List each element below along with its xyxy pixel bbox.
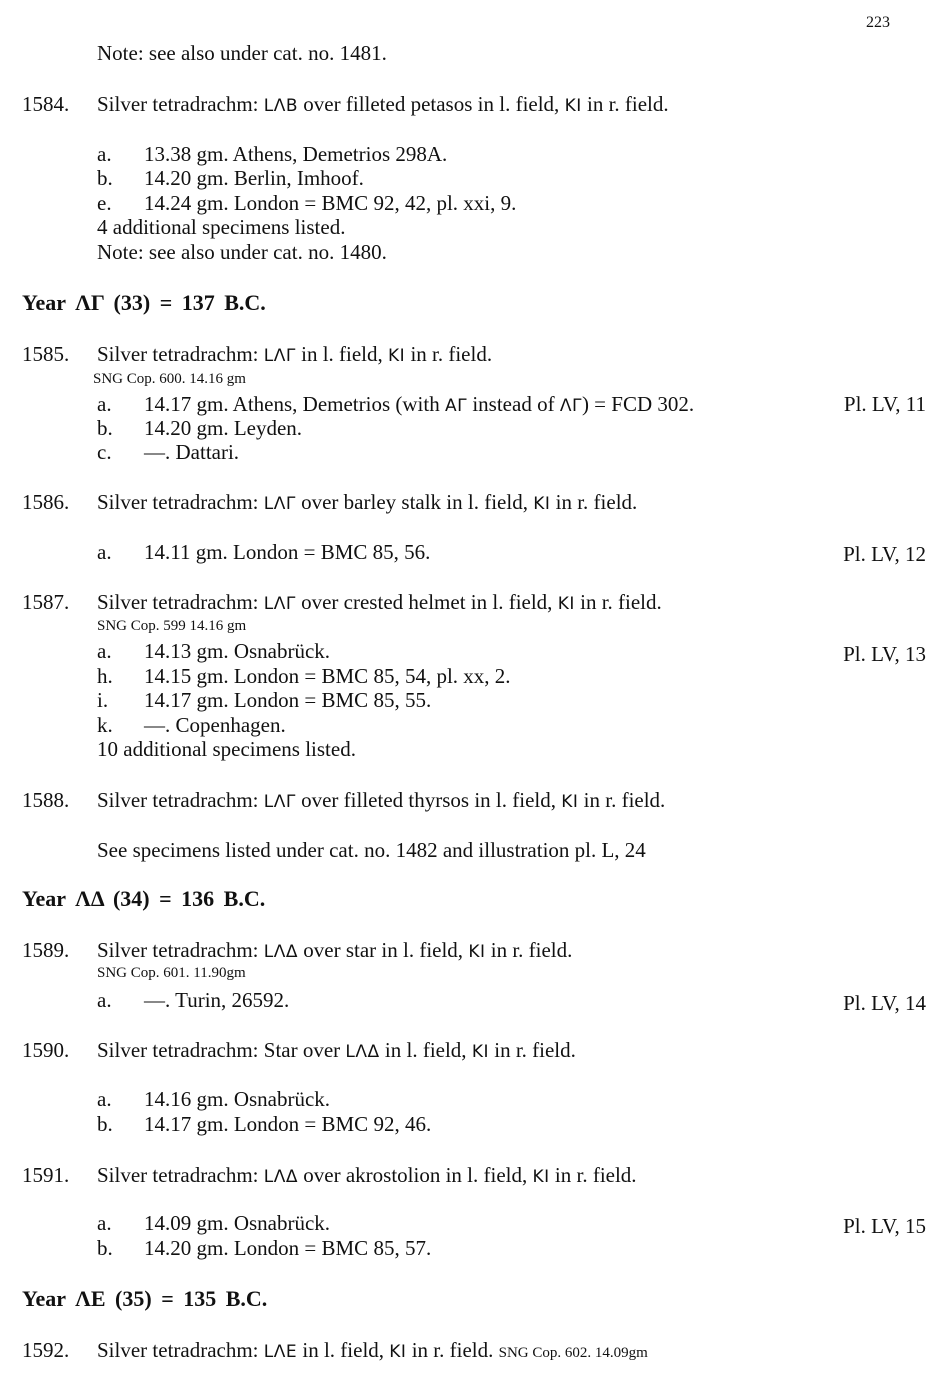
see-also-note: See specimens listed under cat. no. 1482 and illustration pl. L, 24 <box>97 838 646 862</box>
specimen-letter: a. <box>97 1211 112 1235</box>
specimen-text: 14.17 gm. London = BMC 85, 55. <box>144 688 432 712</box>
desc-text: in r. field. <box>490 938 573 962</box>
entry-description-1591 <box>97 1163 637 1189</box>
sng-reference: SNG Cop. 602. 14.09gm <box>498 1345 648 1361</box>
entry-description-1588 <box>97 788 665 814</box>
plate-reference: Pl. LV, 12 <box>843 542 926 566</box>
desc-text: in r. field. <box>410 342 493 366</box>
specimen-text: 14.11 gm. London = BMC 85, 56. <box>144 540 431 564</box>
desc-text: in l. field, <box>301 342 383 366</box>
greek-symbol: KI <box>561 792 579 812</box>
year-heading-34 <box>22 886 265 912</box>
desc-text: Silver tetradrachm: <box>97 92 259 116</box>
specimen-text: 14.15 gm. London = BMC 85, 54, pl. xx, 2. <box>144 664 511 688</box>
greek-symbol: KI <box>468 942 486 962</box>
desc-text: in r. field. <box>411 1338 494 1362</box>
specimen-letter: h. <box>97 664 113 688</box>
specimen-letter: b. <box>97 1112 113 1136</box>
greek-symbol: KI <box>533 494 551 514</box>
specimen-letter: i. <box>97 688 109 712</box>
greek-year: ΛΔ <box>75 886 104 911</box>
specimen-text: 14.24 gm. London = BMC 92, 42, pl. xxi, 9. <box>144 191 517 215</box>
specimen-text: 14.20 gm. Leyden. <box>144 416 303 440</box>
specimen-letter: a. <box>97 142 112 166</box>
entry-description-1584 <box>97 92 669 118</box>
greek-symbol: KI <box>389 1342 407 1362</box>
specimen-text: —. Turin, 26592. <box>144 988 290 1012</box>
entry-number-1590: 1590. <box>22 1038 70 1062</box>
year-label: Year <box>22 1286 66 1311</box>
desc-text: in r. field. <box>554 1163 637 1187</box>
greek-symbol: LΛE <box>263 1342 298 1362</box>
entry-number-1589: 1589. <box>22 938 70 962</box>
year-label: Year <box>22 886 66 911</box>
specimen-letter: a. <box>97 639 112 663</box>
entry-description-1587 <box>97 590 662 616</box>
intro-note: Note: see also under cat. no. 1481. <box>97 41 387 65</box>
specimen-letter: b. <box>97 416 113 440</box>
desc-text: Silver tetradrachm: Star over <box>97 1038 341 1062</box>
specimen-text-part: ) = FCD 302. <box>581 392 695 416</box>
specimen-text: 14.13 gm. Osnabrück. <box>144 639 331 663</box>
desc-text: in r. field. <box>583 788 666 812</box>
sng-reference: SNG Cop. 601. 11.90gm <box>97 965 246 981</box>
greek-symbol: KI <box>388 346 406 366</box>
year-heading-35 <box>22 1286 267 1312</box>
entry-number-1586: 1586. <box>22 490 70 514</box>
greek-symbol: LΛB <box>263 96 299 116</box>
entry-number-1592: 1592. <box>22 1338 70 1362</box>
greek-symbol: LΛΓ <box>263 594 296 614</box>
greek-symbol: KI <box>564 96 582 116</box>
plate-reference: Pl. LV, 11 <box>843 392 926 416</box>
desc-text: Silver tetradrachm: <box>97 1338 259 1362</box>
entry-note: Note: see also under cat. no. 1480. <box>97 240 387 264</box>
plate-reference: Pl. LV, 14 <box>843 991 926 1015</box>
specimen-text: —. Copenhagen. <box>144 713 286 737</box>
desc-text: over crested helmet in l. field, <box>301 590 553 614</box>
specimen-text-part: instead of <box>472 392 555 416</box>
specimen-text: 14.16 gm. Osnabrück. <box>144 1087 331 1111</box>
specimen-letter: c. <box>97 440 112 464</box>
desc-text: over star in l. field, <box>303 938 464 962</box>
year-date: (35) = 135 B.C. <box>115 1286 268 1311</box>
year-date: (34) = 136 B.C. <box>112 886 266 911</box>
specimen-text-part: 14.17 gm. Athens, Demetrios (with <box>144 392 440 416</box>
desc-text: in r. field. <box>580 590 662 614</box>
desc-text: in r. field. <box>494 1038 576 1062</box>
desc-text: Silver tetradrachm: <box>97 788 259 812</box>
entry-description-1592 <box>97 1338 648 1364</box>
sng-reference: SNG Cop. 599 14.16 gm <box>97 618 247 634</box>
specimen-text: 14.20 gm. Berlin, Imhoof. <box>144 166 364 190</box>
desc-text: over filleted thyrsos in l. field, <box>301 788 556 812</box>
specimen-text: 13.38 gm. Athens, Demetrios 298A. <box>144 142 448 166</box>
specimen-text <box>144 392 694 418</box>
greek-symbol: KI <box>471 1042 489 1062</box>
specimen-text: 14.20 gm. London = BMC 85, 57. <box>144 1236 432 1260</box>
specimen-letter: e. <box>97 191 112 215</box>
desc-text: Silver tetradrachm: <box>97 1163 259 1187</box>
entry-number-1584: 1584. <box>22 92 70 116</box>
specimen-letter: a. <box>97 1087 112 1111</box>
desc-text: in r. field. <box>586 92 669 116</box>
greek-symbol: AΓ <box>444 396 468 416</box>
year-heading-33 <box>22 290 266 316</box>
entry-number-1585: 1585. <box>22 342 70 366</box>
year-label: Year <box>22 290 66 315</box>
entry-number-1588: 1588. <box>22 788 70 812</box>
specimen-letter: a. <box>97 540 112 564</box>
greek-year: ΛE <box>75 1286 106 1311</box>
specimen-letter: k. <box>97 713 113 737</box>
specimen-letter: b. <box>97 1236 113 1260</box>
greek-symbol: LΛΓ <box>263 346 296 366</box>
greek-symbol: KI <box>532 1167 550 1187</box>
desc-text: Silver tetradrachm: <box>97 938 259 962</box>
plate-reference: Pl. LV, 13 <box>843 642 926 666</box>
desc-text: Silver tetradrachm: <box>97 490 259 514</box>
entry-description-1586 <box>97 490 637 516</box>
entry-description-1590 <box>97 1038 576 1064</box>
desc-text: in r. field. <box>555 490 638 514</box>
desc-text: in l. field, <box>302 1338 385 1362</box>
entry-description-1585 <box>97 342 492 368</box>
greek-symbol: KI <box>557 594 575 614</box>
specimen-letter: a. <box>97 988 112 1012</box>
greek-symbol: LΛΓ <box>263 792 296 812</box>
desc-text: Silver tetradrachm: <box>97 590 259 614</box>
desc-text: over barley stalk in l. field, <box>301 490 528 514</box>
greek-symbol: LΛΔ <box>263 942 299 962</box>
sng-reference: SNG Cop. 600. 14.16 gm <box>93 371 246 387</box>
desc-text: over filleted petasos in l. field, <box>303 92 560 116</box>
desc-text: in l. field, <box>384 1038 467 1062</box>
year-date: (33) = 137 B.C. <box>113 290 266 315</box>
entry-description-1589 <box>97 938 572 964</box>
additional-specimens: 10 additional specimens listed. <box>97 737 356 761</box>
specimen-letter: b. <box>97 166 113 190</box>
greek-symbol: LΛΓ <box>263 494 296 514</box>
desc-text: over akrostolion in l. field, <box>303 1163 528 1187</box>
greek-symbol: LΛΔ <box>263 1167 299 1187</box>
greek-year: ΛΓ <box>75 290 105 315</box>
entry-number-1587: 1587. <box>22 590 70 614</box>
specimen-text: —. Dattari. <box>144 440 240 464</box>
specimen-text: 14.09 gm. Osnabrück. <box>144 1211 331 1235</box>
desc-text: Silver tetradrachm: <box>97 342 259 366</box>
greek-symbol: ΛΓ <box>559 396 582 416</box>
page-number: 223 <box>866 14 890 31</box>
plate-reference: Pl. LV, 15 <box>843 1214 926 1238</box>
specimen-letter: a. <box>97 392 112 416</box>
entry-number-1591: 1591. <box>22 1163 70 1187</box>
additional-specimens: 4 additional specimens listed. <box>97 215 346 239</box>
specimen-text: 14.17 gm. London = BMC 92, 46. <box>144 1112 432 1136</box>
greek-symbol: LΛΔ <box>345 1042 380 1062</box>
